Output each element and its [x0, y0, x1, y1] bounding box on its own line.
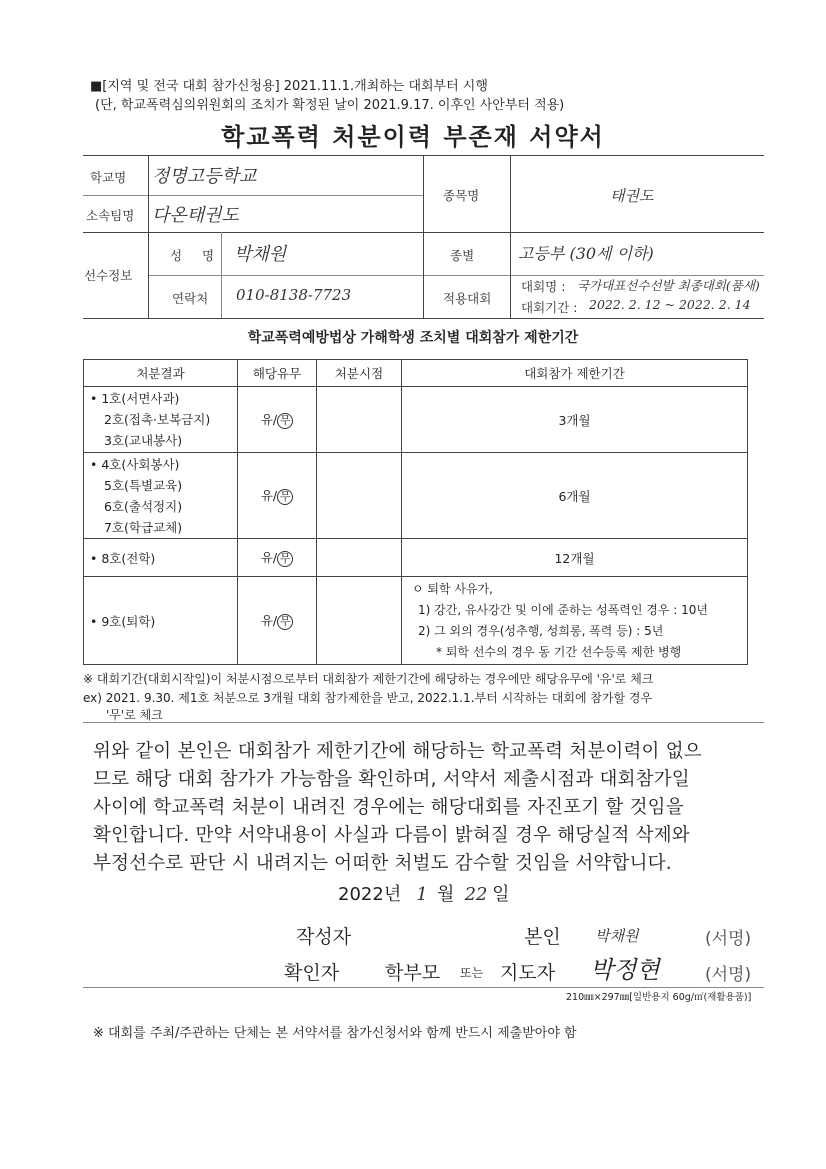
check-label: 유/	[260, 488, 278, 503]
limit-cell: 3개월	[402, 387, 748, 453]
category-label: 종별	[450, 248, 475, 263]
pledge-line: 사이에 학교폭력 처분이 내려진 경우에는 해당대회를 자진포기 할 것임을	[93, 797, 684, 818]
date-month: 1	[416, 884, 428, 905]
date-year: 2022	[338, 884, 384, 905]
section-title: 학교폭력예방법상 가해학생 조치별 대회참가 제한기간	[247, 330, 579, 346]
contact-label: 연락처	[172, 291, 209, 306]
check-mark-circle: 무	[277, 413, 293, 429]
date-day-unit: 일	[492, 884, 510, 905]
table-row	[84, 387, 748, 453]
player-info-label: 선수정보	[84, 268, 133, 283]
category-value: 고등부 (30세 이하)	[518, 244, 654, 263]
writer-label: 작성자	[296, 926, 352, 948]
limit-cell: 6개월	[402, 453, 748, 539]
date-month-unit: 월	[436, 884, 455, 905]
pledge-line: 부정선수로 판단 시 내려지는 어떠한 처벌도 감수할 것임을 서약합니다.	[93, 853, 672, 874]
footnote-3: '무'로 체크	[106, 708, 163, 722]
event-value: 태권도	[610, 187, 654, 205]
penalty-item: 3호(교내봉사)	[104, 433, 183, 448]
pledge-line: 위와 같이 본인은 대회참가 제한기간에 해당하는 학교폭력 처분이력이 없으	[93, 741, 702, 762]
school-label: 학교명	[90, 170, 127, 185]
check-mark-circle: 무	[277, 614, 293, 630]
competition-name-value: 국가대표선수선발 최종대회(품새)	[577, 278, 760, 293]
team-value: 다온태권도	[152, 205, 239, 226]
penalty-item: • 1호(서면사과)	[90, 391, 180, 406]
name-label: 성 명	[170, 248, 223, 263]
penalty-table	[83, 359, 748, 665]
coach-label: 지도자	[500, 962, 556, 984]
coach-name: 박정현	[590, 956, 660, 984]
school-value: 정명고등학교	[152, 166, 257, 187]
limit-cell: 12개월	[402, 539, 748, 577]
info-bottom-border	[83, 318, 764, 319]
event-label: 종목명	[443, 188, 480, 203]
table-row	[84, 539, 748, 577]
self-label: 본인	[524, 926, 561, 948]
table-row	[84, 453, 748, 539]
header-limit: 대회참가 제한기간	[402, 360, 748, 387]
penalty-item: 6호(출석정지)	[104, 498, 183, 514]
penalty-item: • 8호(전학)	[90, 550, 156, 566]
confirmer-label: 확인자	[284, 962, 340, 984]
penalty-date-cell	[317, 539, 402, 577]
check-mark-circle: 무	[277, 489, 293, 505]
penalty-date-cell	[317, 577, 402, 665]
self-name: 박채원	[595, 927, 639, 945]
competition-period-value: 2022. 2. 12 ~ 2022. 2. 14	[589, 297, 751, 312]
parent-label: 학부모	[385, 962, 441, 984]
penalty-date-cell	[317, 387, 402, 453]
self-signature: (서명)	[705, 929, 752, 949]
applied-competition-label: 적용대회	[443, 291, 492, 306]
competition-period-label: 대회기간 :	[521, 300, 578, 315]
document-title: 학교폭력 처분이력 부존재 서약서	[221, 123, 605, 151]
header-note-1: ■[지역 및 전국 대회 참가신청용] 2021.11.1.개최하는 대회부터 시행	[90, 79, 488, 94]
check-mark-circle: 무	[277, 551, 293, 567]
pledge-line: 므로 해당 대회 참가가 가능함을 확인하며, 서약서 제출시점과 대회참가일	[93, 769, 690, 790]
paper-spec: 210㎜×297㎜[일반용지 60g/㎡(재활용품)]	[566, 992, 752, 1003]
header-result: 처분결과	[84, 360, 238, 387]
coach-signature: (서명)	[705, 965, 752, 985]
expulsion-note: 2) 그 외의 경우(성추행, 성희롱, 폭력 등) : 5년	[418, 623, 664, 638]
bottom-note: ※ 대회를 주최/주관하는 단체는 본 서약서를 참가신청서와 함께 반드시 제출받아야 함	[93, 1026, 577, 1041]
competition-name-label: 대회명 :	[521, 279, 566, 294]
penalty-item: • 4호(사회봉사)	[90, 456, 180, 472]
or-label: 또는	[460, 966, 484, 980]
check-label: 유/	[260, 412, 278, 427]
expulsion-note: * 퇴학 선수의 경우 동 기간 선수등록 제한 병행	[436, 644, 682, 659]
contact-value: 010-8138-7723	[236, 286, 352, 304]
penalty-item: 2호(접촉·보복금지)	[104, 412, 211, 427]
team-label: 소속팀명	[86, 208, 135, 223]
footnote-1: ※ 대회기간(대회시작일)이 처분시점으로부터 대회참가 제한기간에 해당하는 경우에만 해당유무에 '유'로 체크	[83, 672, 654, 686]
table-row	[84, 577, 748, 665]
table-header-row	[84, 360, 748, 387]
check-label: 유/	[260, 613, 278, 628]
pledge-paragraph	[93, 738, 773, 878]
expulsion-note: ㅇ 퇴학 사유가,	[412, 581, 493, 596]
penalty-item: • 9호(퇴학)	[90, 613, 156, 629]
date-day: 22	[464, 884, 488, 905]
name-value: 박채원	[234, 244, 287, 265]
footnote-2: ex) 2021. 9.30. 제1호 처분으로 3개월 대회 참가제한을 받고, 2022.1.1.부터 시작하는 대회에 참가할 경우	[83, 691, 653, 705]
date-year-unit: 년	[383, 884, 402, 905]
date	[338, 880, 509, 906]
header-applicable: 해당유무	[238, 360, 317, 387]
header-note-2: (단, 학교폭력심의위원회의 조치가 확정된 날이 2021.9.17. 이후인 사안부터 적용)	[95, 98, 565, 113]
expulsion-note: 1) 강간, 유사강간 및 이에 준하는 성폭력인 경우 : 10년	[418, 602, 709, 617]
penalty-date-cell	[317, 453, 402, 539]
header-date: 처분시점	[317, 360, 402, 387]
check-label: 유/	[260, 550, 278, 565]
pledge-line: 확인합니다. 만약 서약내용이 사실과 다름이 밝혀질 경우 해당실적 삭제와	[93, 825, 690, 846]
penalty-item: 7호(학급교체)	[104, 519, 183, 535]
penalty-item: 5호(특별교육)	[104, 477, 183, 493]
